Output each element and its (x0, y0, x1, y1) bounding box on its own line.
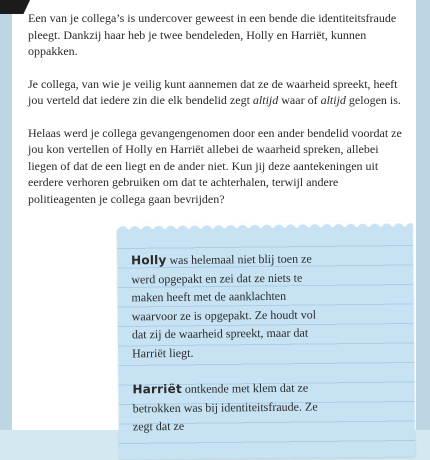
intro-paragraph: Een van je collega’s is undercover geweest in een bende die identiteitsfraude pleegt. Dankzij haar heb je twee bendeleden, Holly en Harriët, kunnen oppakken. (28, 11, 397, 58)
rules-emphasis-2: altijd (320, 93, 346, 107)
page-frame-left (0, 0, 12, 430)
harriet-note (132, 378, 333, 436)
book-page (12, 0, 416, 434)
question-paragraph: Helaas werd je collega gevangengenomen door een ander bendelid voordat ze jou kon vertellen of Holly en Harriët allebei de waarheid spreken, allebei liegen of dat de een liegt en de ander niet. Kun jij deze aantekeningen uit eerdere verhoren gebruiken om dat te achterhalen, terwijl andere politieagenten je collega gaan bevrijden? (28, 125, 402, 206)
rules-paragraph (28, 76, 408, 109)
harriet-statement: ontkende met klem dat ze betrokken was bij identiteitsfraude. Ze zegt dat ze (132, 380, 318, 434)
holly-note (131, 249, 332, 362)
interrogation-notepad (117, 226, 415, 459)
puzzle-text (28, 10, 408, 223)
holly-statement: was helemaal niet blij toen ze werd opgepakt en zei dat ze niets te maken heeft met de aanklachten waarvoor ze is opgepakt. Ze houdt vol dat zij de waarheid spreekt, maar dat Harriët liegt. (131, 251, 317, 360)
page-frame-right (416, 0, 430, 430)
holly-name: Holly (131, 253, 167, 268)
rules-text-3: gelogen is. (345, 93, 401, 107)
harriet-name: Harriët (132, 381, 182, 397)
rules-text-1: Je collega, van wie je veilig kunt aannemen dat ze de waarheid spreekt, heeft jou verteld dat iedere zin die elk bendelid zegt (28, 76, 398, 107)
rules-text-2: waar of (278, 93, 321, 107)
rules-emphasis-1: altijd (252, 93, 279, 107)
notepad-text (131, 249, 333, 454)
